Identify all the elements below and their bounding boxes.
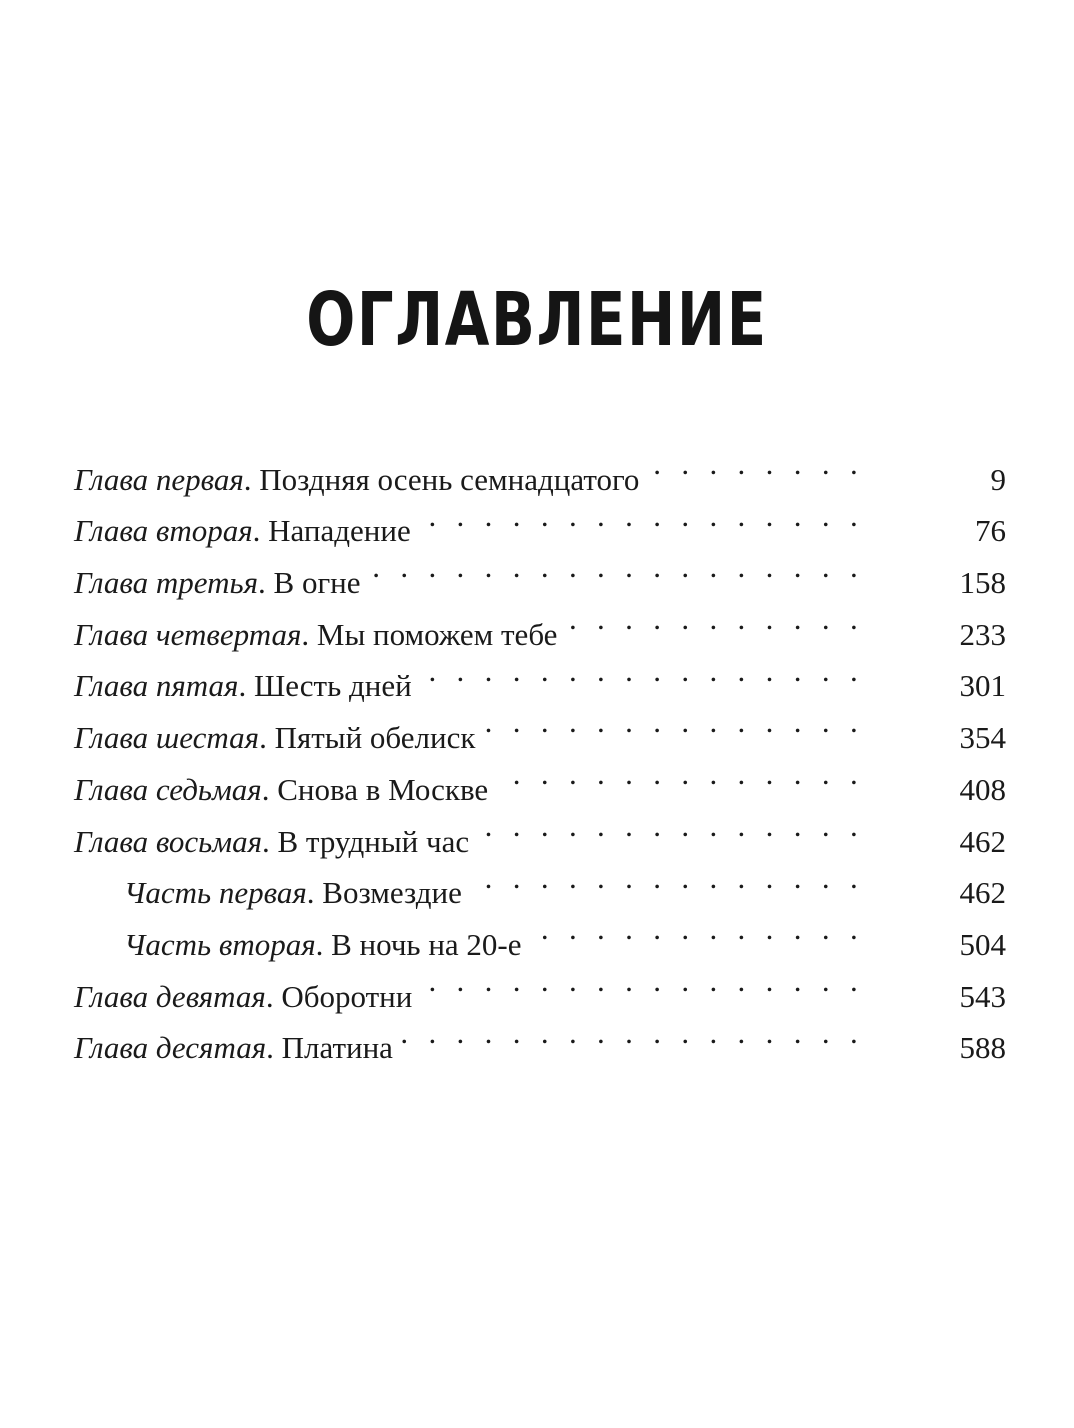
toc-entry-page: 354 xyxy=(959,720,1006,756)
toc-entry-title: Возмездие xyxy=(322,875,462,911)
toc-entry-prefix: Глава первая xyxy=(74,461,244,497)
toc-entry-title: В ночь на 20-е xyxy=(331,926,522,962)
toc-entry-label: Глава седьмая. Снова в Москве xyxy=(74,771,489,807)
toc-entry-prefix: Глава третья xyxy=(74,565,259,601)
dot-leader xyxy=(481,696,940,748)
dot-leader xyxy=(563,593,940,645)
toc-entry-prefix: Глава седьмая xyxy=(74,771,262,807)
toc-entry-title: Снова в Москве xyxy=(277,771,489,807)
toc-entry-label: Часть первая. Возмездие xyxy=(124,875,462,911)
toc-entry-title: Поздняя осень семнадцатого xyxy=(259,461,640,497)
dot-leader xyxy=(399,1007,940,1059)
toc-entry-prefix: Глава восьмая xyxy=(74,823,262,859)
toc-entry-page: 76 xyxy=(975,513,1006,549)
toc-entry-page: 504 xyxy=(959,926,1006,962)
toc-entry-prefix: Часть первая xyxy=(124,875,307,911)
toc-entry-label: Глава вторая. Нападение xyxy=(74,513,411,549)
toc-entry-label: Глава шестая. Пятый обелиск xyxy=(74,720,476,756)
toc-entry-label: Часть вторая. В ночь на 20-е xyxy=(124,926,522,962)
page-title: ОГЛАВЛЕНИЕ xyxy=(306,277,768,363)
toc-entry-label: Глава первая. Поздняя осень семнадцатого xyxy=(74,461,640,497)
toc-entry-title: В трудный час xyxy=(277,823,470,859)
toc-entry-page: 9 xyxy=(990,461,1006,497)
toc-entry-label: Глава третья. В огне xyxy=(74,565,361,601)
toc-entry-title: Пятый обелиск xyxy=(274,720,476,756)
toc-entry-page: 588 xyxy=(959,1030,1006,1066)
toc-entry-page: 462 xyxy=(959,875,1006,911)
toc-entry-label: Глава пятая. Шесть дней xyxy=(74,668,412,704)
toc-entry-title: В огне xyxy=(273,565,361,601)
toc-entry-page: 301 xyxy=(959,668,1006,704)
dot-leader xyxy=(475,800,940,852)
toc-entry-title: Платина xyxy=(281,1030,393,1066)
dot-leader xyxy=(645,438,940,490)
toc-entry-label: Глава десятая. Платина xyxy=(74,1030,393,1066)
toc-entry-title: Нападение xyxy=(268,513,411,549)
toc-entry-page: 233 xyxy=(959,616,1006,652)
toc-entry-prefix: Глава пятая xyxy=(74,668,239,704)
dot-leader xyxy=(494,748,940,800)
toc-entry-title: Шесть дней xyxy=(253,668,412,704)
toc-entry-page: 158 xyxy=(959,565,1006,601)
dot-leader xyxy=(417,490,940,542)
dot-leader xyxy=(528,903,941,955)
toc-entry-label: Глава восьмая. В трудный час xyxy=(74,823,470,859)
toc-entry-label: Глава девятая. Оборотни xyxy=(74,978,413,1014)
toc-entry-prefix: Глава девятая xyxy=(74,978,266,1014)
toc-entry-page: 462 xyxy=(959,823,1006,859)
toc-entry-page: 408 xyxy=(959,771,1006,807)
toc-entry-prefix: Часть вторая xyxy=(124,926,316,962)
table-of-contents xyxy=(74,438,1006,1066)
toc-entry-title: Мы поможем тебе xyxy=(316,616,558,652)
dot-leader xyxy=(418,645,940,697)
toc-entry-prefix: Глава десятая xyxy=(74,1030,267,1066)
toc-entry-label: Глава четвертая. Мы поможем тебе xyxy=(74,616,558,652)
toc-entry-prefix: Глава четвертая xyxy=(74,616,302,652)
toc-entry xyxy=(74,438,1006,497)
toc-entry-title: Оборотни xyxy=(281,978,413,1014)
dot-leader xyxy=(367,541,940,593)
dot-leader xyxy=(468,852,940,904)
toc-entry-prefix: Глава вторая xyxy=(74,513,253,549)
toc-entry-prefix: Глава шестая xyxy=(74,720,260,756)
toc-entry-page: 543 xyxy=(959,978,1006,1014)
dot-leader xyxy=(418,955,940,1007)
